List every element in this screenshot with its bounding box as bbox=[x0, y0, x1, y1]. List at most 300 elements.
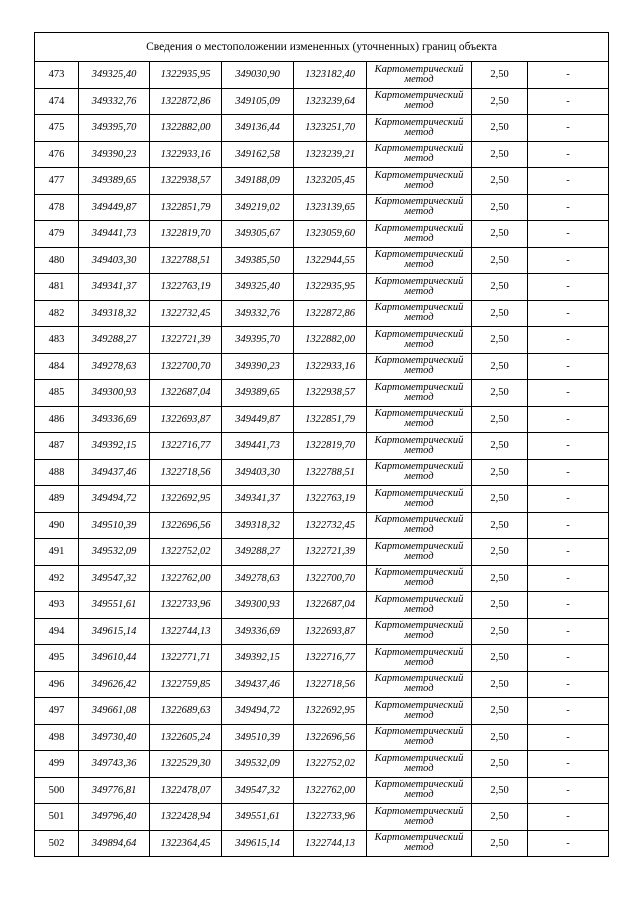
existing-y-cell: 1322732,45 bbox=[150, 300, 222, 327]
table-row bbox=[35, 671, 609, 698]
accuracy-cell: 2,50 bbox=[472, 539, 528, 566]
refined-x-cell: 349385,50 bbox=[222, 247, 294, 274]
note-cell: - bbox=[528, 300, 609, 327]
accuracy-cell: 2,50 bbox=[472, 565, 528, 592]
existing-x-cell: 349332,76 bbox=[79, 88, 150, 115]
method-line-1: Картометрический bbox=[374, 832, 464, 844]
accuracy-cell: 2,50 bbox=[472, 486, 528, 513]
point-number-cell: 486 bbox=[35, 406, 79, 433]
refined-y-cell: 1322752,02 bbox=[294, 751, 367, 778]
note-cell: - bbox=[528, 115, 609, 142]
method-line-2: метод bbox=[404, 153, 434, 165]
method-line-2: метод bbox=[404, 550, 434, 562]
determination-method-cell bbox=[367, 486, 472, 513]
existing-x-cell: 349661,08 bbox=[79, 698, 150, 725]
point-number-cell: 484 bbox=[35, 353, 79, 380]
point-number-cell: 492 bbox=[35, 565, 79, 592]
method-line-1: Картометрический bbox=[374, 487, 464, 499]
existing-x-cell: 349743,36 bbox=[79, 751, 150, 778]
table-row bbox=[35, 565, 609, 592]
table-row bbox=[35, 592, 609, 619]
existing-y-cell: 1322721,39 bbox=[150, 327, 222, 354]
existing-x-cell: 349341,37 bbox=[79, 274, 150, 301]
method-line-2: метод bbox=[404, 603, 434, 615]
method-line-2: метод bbox=[404, 630, 434, 642]
refined-y-cell: 1322696,56 bbox=[294, 724, 367, 751]
boundary-coordinates-table bbox=[34, 32, 609, 857]
method-line-2: метод bbox=[404, 73, 434, 85]
method-line-1: Картометрический bbox=[374, 196, 464, 208]
refined-x-cell: 349403,30 bbox=[222, 459, 294, 486]
refined-x-cell: 349105,09 bbox=[222, 88, 294, 115]
point-number-cell: 494 bbox=[35, 618, 79, 645]
note-cell: - bbox=[528, 804, 609, 831]
note-cell: - bbox=[528, 380, 609, 407]
existing-y-cell: 1322762,00 bbox=[150, 565, 222, 592]
table-row bbox=[35, 406, 609, 433]
determination-method-cell bbox=[367, 168, 472, 195]
refined-y-cell: 1322716,77 bbox=[294, 645, 367, 672]
accuracy-cell: 2,50 bbox=[472, 671, 528, 698]
table-row bbox=[35, 274, 609, 301]
note-cell: - bbox=[528, 777, 609, 804]
existing-y-cell: 1322718,56 bbox=[150, 459, 222, 486]
point-number-cell: 493 bbox=[35, 592, 79, 619]
point-number-cell: 488 bbox=[35, 459, 79, 486]
method-line-2: метод bbox=[404, 444, 434, 456]
refined-x-cell: 349449,87 bbox=[222, 406, 294, 433]
table-row bbox=[35, 804, 609, 831]
note-cell: - bbox=[528, 751, 609, 778]
refined-x-cell: 349336,69 bbox=[222, 618, 294, 645]
method-line-2: метод bbox=[404, 842, 434, 854]
accuracy-cell: 2,50 bbox=[472, 141, 528, 168]
method-line-1: Картометрический bbox=[374, 673, 464, 685]
existing-x-cell: 349547,32 bbox=[79, 565, 150, 592]
method-line-1: Картометрический bbox=[374, 355, 464, 367]
refined-x-cell: 349392,15 bbox=[222, 645, 294, 672]
existing-y-cell: 1322478,07 bbox=[150, 777, 222, 804]
point-number-cell: 476 bbox=[35, 141, 79, 168]
point-number-cell: 491 bbox=[35, 539, 79, 566]
point-number-cell: 481 bbox=[35, 274, 79, 301]
determination-method-cell bbox=[367, 698, 472, 725]
method-line-1: Картометрический bbox=[374, 275, 464, 287]
existing-y-cell: 1322689,63 bbox=[150, 698, 222, 725]
table-row bbox=[35, 459, 609, 486]
method-line-1: Картометрический bbox=[374, 169, 464, 181]
existing-x-cell: 349532,09 bbox=[79, 539, 150, 566]
method-line-2: метод bbox=[404, 709, 434, 721]
table-row bbox=[35, 512, 609, 539]
determination-method-cell bbox=[367, 459, 472, 486]
note-cell: - bbox=[528, 698, 609, 725]
accuracy-cell: 2,50 bbox=[472, 406, 528, 433]
determination-method-cell bbox=[367, 353, 472, 380]
determination-method-cell bbox=[367, 565, 472, 592]
method-line-2: метод bbox=[404, 656, 434, 668]
table-row bbox=[35, 327, 609, 354]
existing-y-cell: 1322693,87 bbox=[150, 406, 222, 433]
method-line-2: метод bbox=[404, 338, 434, 350]
note-cell: - bbox=[528, 830, 609, 857]
method-line-2: метод bbox=[404, 285, 434, 297]
accuracy-cell: 2,50 bbox=[472, 645, 528, 672]
determination-method-cell bbox=[367, 539, 472, 566]
refined-x-cell: 349300,93 bbox=[222, 592, 294, 619]
existing-x-cell: 349894,64 bbox=[79, 830, 150, 857]
point-number-cell: 500 bbox=[35, 777, 79, 804]
refined-x-cell: 349288,27 bbox=[222, 539, 294, 566]
existing-y-cell: 1322933,16 bbox=[150, 141, 222, 168]
accuracy-cell: 2,50 bbox=[472, 221, 528, 248]
point-number-cell: 489 bbox=[35, 486, 79, 513]
point-number-cell: 487 bbox=[35, 433, 79, 460]
refined-x-cell: 349325,40 bbox=[222, 274, 294, 301]
accuracy-cell: 2,50 bbox=[472, 804, 528, 831]
point-number-cell: 473 bbox=[35, 62, 79, 89]
method-line-2: метод bbox=[404, 577, 434, 589]
refined-y-cell: 1322938,57 bbox=[294, 380, 367, 407]
note-cell: - bbox=[528, 565, 609, 592]
method-line-1: Картометрический bbox=[374, 540, 464, 552]
accuracy-cell: 2,50 bbox=[472, 618, 528, 645]
note-cell: - bbox=[528, 221, 609, 248]
note-cell: - bbox=[528, 406, 609, 433]
point-number-cell: 497 bbox=[35, 698, 79, 725]
point-number-cell: 499 bbox=[35, 751, 79, 778]
point-number-cell: 474 bbox=[35, 88, 79, 115]
point-number-cell: 475 bbox=[35, 115, 79, 142]
table-row bbox=[35, 830, 609, 857]
note-cell: - bbox=[528, 539, 609, 566]
table-row bbox=[35, 380, 609, 407]
refined-y-cell: 1323139,65 bbox=[294, 194, 367, 221]
existing-y-cell: 1322700,70 bbox=[150, 353, 222, 380]
existing-x-cell: 349437,46 bbox=[79, 459, 150, 486]
table-row bbox=[35, 353, 609, 380]
determination-method-cell bbox=[367, 274, 472, 301]
point-number-cell: 496 bbox=[35, 671, 79, 698]
existing-y-cell: 1322759,85 bbox=[150, 671, 222, 698]
determination-method-cell bbox=[367, 618, 472, 645]
existing-y-cell: 1322696,56 bbox=[150, 512, 222, 539]
refined-x-cell: 349532,09 bbox=[222, 751, 294, 778]
refined-x-cell: 349136,44 bbox=[222, 115, 294, 142]
refined-y-cell: 1322692,95 bbox=[294, 698, 367, 725]
determination-method-cell bbox=[367, 221, 472, 248]
table-row bbox=[35, 88, 609, 115]
refined-y-cell: 1322733,96 bbox=[294, 804, 367, 831]
determination-method-cell bbox=[367, 194, 472, 221]
note-cell: - bbox=[528, 274, 609, 301]
note-cell: - bbox=[528, 486, 609, 513]
accuracy-cell: 2,50 bbox=[472, 274, 528, 301]
method-line-1: Картометрический bbox=[374, 726, 464, 738]
point-number-cell: 490 bbox=[35, 512, 79, 539]
table-row bbox=[35, 618, 609, 645]
method-line-1: Картометрический bbox=[374, 514, 464, 526]
point-number-cell: 482 bbox=[35, 300, 79, 327]
note-cell: - bbox=[528, 168, 609, 195]
table-row bbox=[35, 247, 609, 274]
table-row bbox=[35, 141, 609, 168]
existing-x-cell: 349551,61 bbox=[79, 592, 150, 619]
existing-y-cell: 1322851,79 bbox=[150, 194, 222, 221]
method-line-1: Картометрический bbox=[374, 143, 464, 155]
existing-x-cell: 349392,15 bbox=[79, 433, 150, 460]
method-line-1: Картометрический bbox=[374, 302, 464, 314]
method-line-2: метод bbox=[404, 471, 434, 483]
point-number-cell: 485 bbox=[35, 380, 79, 407]
refined-x-cell: 349389,65 bbox=[222, 380, 294, 407]
determination-method-cell bbox=[367, 592, 472, 619]
method-line-1: Картометрический bbox=[374, 63, 464, 75]
table-row bbox=[35, 698, 609, 725]
note-cell: - bbox=[528, 141, 609, 168]
accuracy-cell: 2,50 bbox=[472, 380, 528, 407]
existing-x-cell: 349510,39 bbox=[79, 512, 150, 539]
method-line-1: Картометрический bbox=[374, 116, 464, 128]
refined-y-cell: 1323239,21 bbox=[294, 141, 367, 168]
refined-y-cell: 1323205,45 bbox=[294, 168, 367, 195]
table-row bbox=[35, 168, 609, 195]
point-number-cell: 480 bbox=[35, 247, 79, 274]
determination-method-cell bbox=[367, 141, 472, 168]
existing-y-cell: 1322763,19 bbox=[150, 274, 222, 301]
refined-y-cell: 1323251,70 bbox=[294, 115, 367, 142]
method-line-1: Картометрический bbox=[374, 90, 464, 102]
method-line-1: Картометрический bbox=[374, 222, 464, 234]
method-line-2: метод bbox=[404, 815, 434, 827]
table-row bbox=[35, 433, 609, 460]
refined-y-cell: 1322851,79 bbox=[294, 406, 367, 433]
method-line-2: метод bbox=[404, 736, 434, 748]
method-line-2: метод bbox=[404, 418, 434, 430]
point-number-cell: 501 bbox=[35, 804, 79, 831]
method-line-2: метод bbox=[404, 259, 434, 271]
refined-x-cell: 349278,63 bbox=[222, 565, 294, 592]
method-line-1: Картометрический bbox=[374, 408, 464, 420]
accuracy-cell: 2,50 bbox=[472, 830, 528, 857]
existing-y-cell: 1322935,95 bbox=[150, 62, 222, 89]
point-number-cell: 478 bbox=[35, 194, 79, 221]
existing-y-cell: 1322687,04 bbox=[150, 380, 222, 407]
determination-method-cell bbox=[367, 671, 472, 698]
accuracy-cell: 2,50 bbox=[472, 698, 528, 725]
refined-x-cell: 349341,37 bbox=[222, 486, 294, 513]
method-line-1: Картометрический bbox=[374, 593, 464, 605]
table-row bbox=[35, 486, 609, 513]
determination-method-cell bbox=[367, 300, 472, 327]
existing-x-cell: 349796,40 bbox=[79, 804, 150, 831]
existing-x-cell: 349626,42 bbox=[79, 671, 150, 698]
existing-y-cell: 1322733,96 bbox=[150, 592, 222, 619]
existing-y-cell: 1322605,24 bbox=[150, 724, 222, 751]
determination-method-cell bbox=[367, 512, 472, 539]
accuracy-cell: 2,50 bbox=[472, 724, 528, 751]
accuracy-cell: 2,50 bbox=[472, 353, 528, 380]
point-number-cell: 498 bbox=[35, 724, 79, 751]
refined-y-cell: 1322721,39 bbox=[294, 539, 367, 566]
refined-y-cell: 1322687,04 bbox=[294, 592, 367, 619]
refined-y-cell: 1323182,40 bbox=[294, 62, 367, 89]
refined-x-cell: 349305,67 bbox=[222, 221, 294, 248]
method-line-2: метод bbox=[404, 312, 434, 324]
accuracy-cell: 2,50 bbox=[472, 300, 528, 327]
refined-x-cell: 349219,02 bbox=[222, 194, 294, 221]
accuracy-cell: 2,50 bbox=[472, 777, 528, 804]
table-title-row bbox=[35, 33, 609, 62]
existing-y-cell: 1322938,57 bbox=[150, 168, 222, 195]
existing-x-cell: 349318,32 bbox=[79, 300, 150, 327]
method-line-2: метод bbox=[404, 179, 434, 191]
note-cell: - bbox=[528, 62, 609, 89]
determination-method-cell bbox=[367, 88, 472, 115]
method-line-2: метод bbox=[404, 789, 434, 801]
existing-x-cell: 349449,87 bbox=[79, 194, 150, 221]
existing-x-cell: 349615,14 bbox=[79, 618, 150, 645]
method-line-2: метод bbox=[404, 391, 434, 403]
refined-y-cell: 1322700,70 bbox=[294, 565, 367, 592]
method-line-2: метод bbox=[404, 683, 434, 695]
determination-method-cell bbox=[367, 406, 472, 433]
table-row bbox=[35, 539, 609, 566]
refined-x-cell: 349162,58 bbox=[222, 141, 294, 168]
determination-method-cell bbox=[367, 62, 472, 89]
existing-y-cell: 1322529,30 bbox=[150, 751, 222, 778]
existing-y-cell: 1322364,45 bbox=[150, 830, 222, 857]
existing-y-cell: 1322692,95 bbox=[150, 486, 222, 513]
note-cell: - bbox=[528, 459, 609, 486]
method-line-2: метод bbox=[404, 762, 434, 774]
existing-y-cell: 1322882,00 bbox=[150, 115, 222, 142]
refined-y-cell: 1322763,19 bbox=[294, 486, 367, 513]
refined-x-cell: 349332,76 bbox=[222, 300, 294, 327]
method-line-1: Картометрический bbox=[374, 805, 464, 817]
determination-method-cell bbox=[367, 777, 472, 804]
refined-y-cell: 1322788,51 bbox=[294, 459, 367, 486]
existing-y-cell: 1322752,02 bbox=[150, 539, 222, 566]
table-row bbox=[35, 777, 609, 804]
point-number-cell: 483 bbox=[35, 327, 79, 354]
refined-x-cell: 349395,70 bbox=[222, 327, 294, 354]
point-number-cell: 502 bbox=[35, 830, 79, 857]
refined-y-cell: 1322935,95 bbox=[294, 274, 367, 301]
refined-y-cell: 1322944,55 bbox=[294, 247, 367, 274]
refined-y-cell: 1323239,64 bbox=[294, 88, 367, 115]
method-line-1: Картометрический bbox=[374, 779, 464, 791]
note-cell: - bbox=[528, 88, 609, 115]
refined-y-cell: 1322762,00 bbox=[294, 777, 367, 804]
method-line-2: метод bbox=[404, 497, 434, 509]
refined-x-cell: 349551,61 bbox=[222, 804, 294, 831]
refined-x-cell: 349494,72 bbox=[222, 698, 294, 725]
method-line-1: Картометрический bbox=[374, 620, 464, 632]
table-title: Сведения о местоположении измененных (уточненных) границ объекта bbox=[35, 33, 609, 62]
determination-method-cell bbox=[367, 115, 472, 142]
method-line-1: Картометрический bbox=[374, 646, 464, 658]
table-row bbox=[35, 62, 609, 89]
note-cell: - bbox=[528, 592, 609, 619]
refined-x-cell: 349030,90 bbox=[222, 62, 294, 89]
determination-method-cell bbox=[367, 804, 472, 831]
existing-x-cell: 349325,40 bbox=[79, 62, 150, 89]
method-line-1: Картометрический bbox=[374, 699, 464, 711]
determination-method-cell bbox=[367, 433, 472, 460]
table-row bbox=[35, 751, 609, 778]
method-line-1: Картометрический bbox=[374, 381, 464, 393]
accuracy-cell: 2,50 bbox=[472, 62, 528, 89]
point-number-cell: 479 bbox=[35, 221, 79, 248]
note-cell: - bbox=[528, 645, 609, 672]
determination-method-cell bbox=[367, 380, 472, 407]
accuracy-cell: 2,50 bbox=[472, 247, 528, 274]
accuracy-cell: 2,50 bbox=[472, 512, 528, 539]
refined-x-cell: 349510,39 bbox=[222, 724, 294, 751]
table-row bbox=[35, 724, 609, 751]
refined-y-cell: 1322744,13 bbox=[294, 830, 367, 857]
determination-method-cell bbox=[367, 751, 472, 778]
accuracy-cell: 2,50 bbox=[472, 88, 528, 115]
accuracy-cell: 2,50 bbox=[472, 115, 528, 142]
existing-y-cell: 1322771,71 bbox=[150, 645, 222, 672]
method-line-2: метод bbox=[404, 206, 434, 218]
existing-x-cell: 349776,81 bbox=[79, 777, 150, 804]
refined-y-cell: 1322933,16 bbox=[294, 353, 367, 380]
existing-x-cell: 349288,27 bbox=[79, 327, 150, 354]
note-cell: - bbox=[528, 724, 609, 751]
method-line-1: Картометрический bbox=[374, 752, 464, 764]
existing-y-cell: 1322744,13 bbox=[150, 618, 222, 645]
existing-x-cell: 349278,63 bbox=[79, 353, 150, 380]
existing-x-cell: 349610,44 bbox=[79, 645, 150, 672]
existing-x-cell: 349494,72 bbox=[79, 486, 150, 513]
existing-y-cell: 1322872,86 bbox=[150, 88, 222, 115]
determination-method-cell bbox=[367, 645, 472, 672]
accuracy-cell: 2,50 bbox=[472, 459, 528, 486]
refined-y-cell: 1323059,60 bbox=[294, 221, 367, 248]
method-line-1: Картометрический bbox=[374, 461, 464, 473]
determination-method-cell bbox=[367, 247, 472, 274]
refined-y-cell: 1322732,45 bbox=[294, 512, 367, 539]
table-row bbox=[35, 645, 609, 672]
method-line-1: Картометрический bbox=[374, 249, 464, 261]
refined-x-cell: 349615,14 bbox=[222, 830, 294, 857]
note-cell: - bbox=[528, 433, 609, 460]
determination-method-cell bbox=[367, 830, 472, 857]
note-cell: - bbox=[528, 618, 609, 645]
existing-x-cell: 349730,40 bbox=[79, 724, 150, 751]
refined-x-cell: 349547,32 bbox=[222, 777, 294, 804]
refined-y-cell: 1322718,56 bbox=[294, 671, 367, 698]
refined-y-cell: 1322819,70 bbox=[294, 433, 367, 460]
existing-x-cell: 349390,23 bbox=[79, 141, 150, 168]
method-line-2: метод bbox=[404, 126, 434, 138]
point-number-cell: 495 bbox=[35, 645, 79, 672]
refined-x-cell: 349437,46 bbox=[222, 671, 294, 698]
table-row bbox=[35, 194, 609, 221]
existing-y-cell: 1322716,77 bbox=[150, 433, 222, 460]
accuracy-cell: 2,50 bbox=[472, 194, 528, 221]
method-line-2: метод bbox=[404, 365, 434, 377]
existing-y-cell: 1322428,94 bbox=[150, 804, 222, 831]
refined-x-cell: 349441,73 bbox=[222, 433, 294, 460]
note-cell: - bbox=[528, 247, 609, 274]
table-row bbox=[35, 115, 609, 142]
existing-y-cell: 1322819,70 bbox=[150, 221, 222, 248]
note-cell: - bbox=[528, 353, 609, 380]
